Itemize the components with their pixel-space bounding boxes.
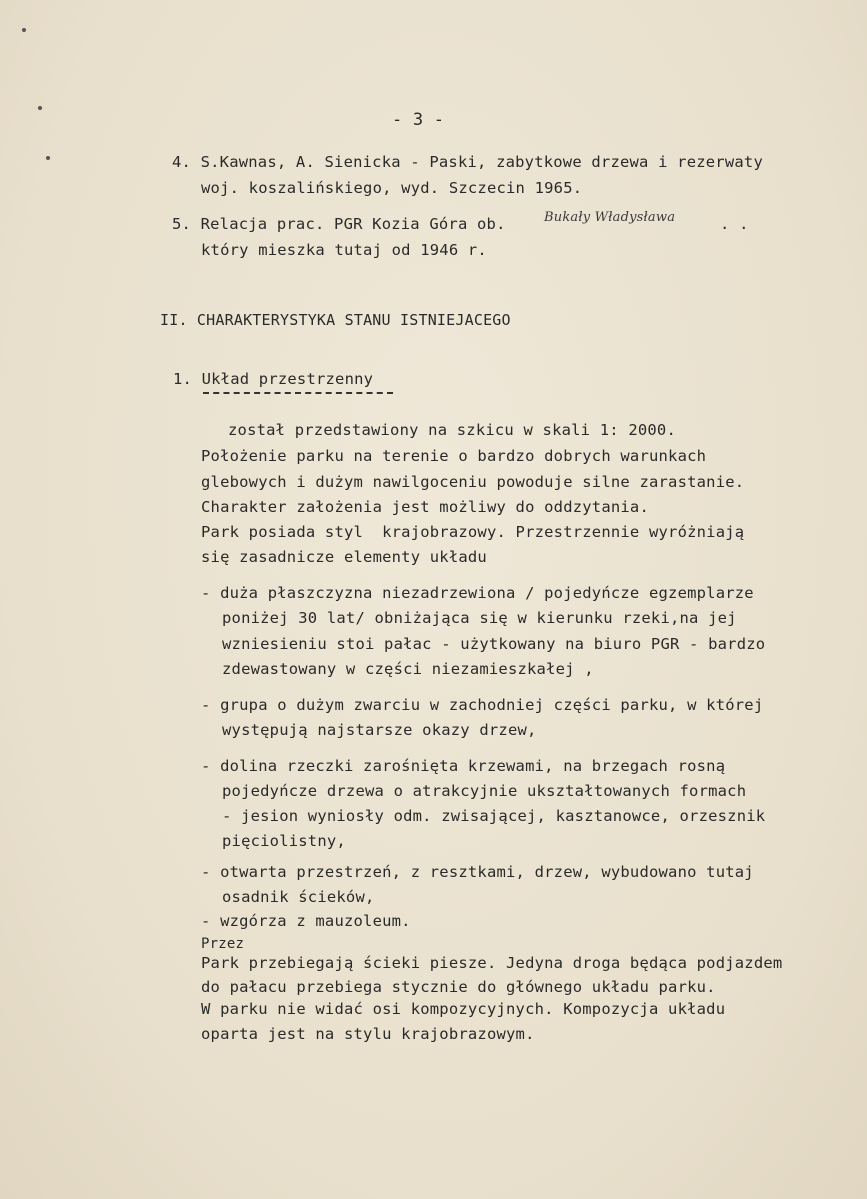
page-number: - 3 - (392, 110, 445, 130)
bullet-item: - grupa o dużym zwarciu w zachodniej części parku, w której (201, 696, 764, 714)
reference-4-line2: woj. koszalińskiego, wyd. Szczecin 1965. (201, 179, 583, 197)
punch-mark (38, 106, 42, 110)
bullet-continuation: - jesion wyniosły odm. zwisającej, kasztanowce, orzesznik (222, 807, 766, 825)
bullet-item: - duża płaszczyzna niezadrzewiona / pojedyńcze egzemplarze (201, 584, 754, 602)
reference-5-line1-end: . . (720, 215, 749, 233)
subsection-heading: 1. Układ przestrzenny (173, 370, 374, 388)
paragraph-line: do pałacu przebiega stycznie do głównego układu parku. (201, 978, 716, 996)
bullet-item: - otwarta przestrzeń, z resztkami, drzew, wybudowano tutaj (201, 863, 754, 881)
paragraph-line: oparta jest na stylu krajobrazowym. (201, 1025, 535, 1043)
bullet-continuation: występują najstarsze okazy drzew, (222, 721, 537, 739)
reference-5-line2: który mieszka tutaj od 1946 r. (201, 241, 487, 259)
reference-5-line1: 5. Relacja prac. PGR Kozia Góra ob. (172, 215, 506, 233)
paragraph-line: Park posiada styl krajobrazowy. Przestrzennie wyróżniają (201, 523, 745, 541)
paragraph-line: glebowych i dużym nawilgoceniu powoduje silne zarastanie. (201, 473, 745, 491)
bullet-continuation: poniżej 30 lat/ obniżająca się w kierunku rzeki,na jej (222, 609, 737, 627)
paragraph-line: został przedstawiony na szkicu w skali 1: 2000. (228, 421, 676, 439)
bullet-continuation: pięciolistny, (222, 832, 346, 850)
paragraph-line: Położenie parku na terenie o bardzo dobrych warunkach (201, 447, 707, 465)
handwritten-name: Bukały Władysława (544, 210, 676, 225)
correction-text: Przez (201, 936, 245, 952)
section-heading: II. CHARAKTERYSTYKA STANU ISTNIEJACEGO (160, 311, 511, 329)
paragraph-line: Park przebiegają ścieki piesze. Jedyna droga będąca podjazdem (201, 954, 783, 972)
punch-mark (46, 156, 50, 160)
bullet-continuation: zdewastowany w części niezamieszkałej , (222, 660, 594, 678)
bullet-item: - wzgórza z mauzoleum. (201, 912, 411, 930)
heading-underline (203, 392, 393, 396)
paragraph-line: się zasadnicze elementy układu (201, 548, 487, 566)
punch-mark (22, 28, 26, 32)
bullet-continuation: osadnik ścieków, (222, 888, 375, 906)
bullet-continuation: pojedyńcze drzewa o atrakcyjnie ukształtowanych formach (222, 782, 747, 800)
paragraph-line: Charakter założenia jest możliwy do oddzytania. (201, 498, 649, 516)
bullet-continuation: wzniesieniu stoi pałac - użytkowany na biuro PGR - bardzo (222, 635, 766, 653)
paragraph-line: W parku nie widać osi kompozycyjnych. Kompozycja układu (201, 1000, 726, 1018)
bullet-item: - dolina rzeczki zarośnięta krzewami, na brzegach rosną (201, 757, 726, 775)
reference-4-line1: 4. S.Kawnas, A. Sienicka - Paski, zabytkowe drzewa i rezerwaty (172, 153, 763, 171)
